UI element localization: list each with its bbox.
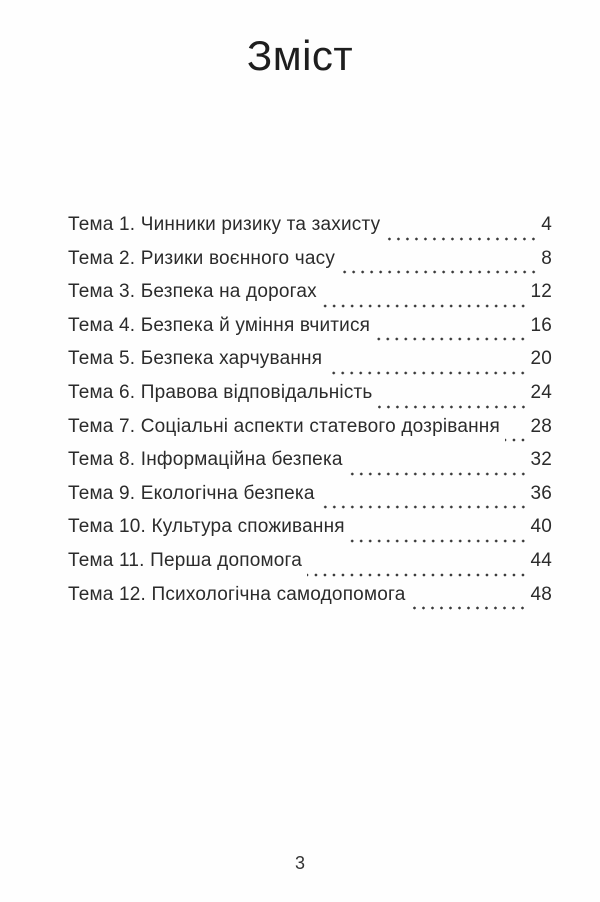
toc-entry xyxy=(68,248,552,282)
toc-entry xyxy=(68,214,552,248)
toc-entry-page: 16 xyxy=(530,314,552,336)
dot-leader xyxy=(327,371,527,375)
footer-page-number: 3 xyxy=(294,853,305,873)
table-of-contents xyxy=(0,214,600,617)
toc-entry-label: Тема 4. Безпека й уміння вчитися xyxy=(68,314,371,336)
toc-entry-label: Тема 2. Ризики воєнного часу xyxy=(68,247,336,269)
toc-entry xyxy=(68,281,552,315)
dot-leader xyxy=(307,573,527,577)
toc-entry-page: 4 xyxy=(541,214,552,235)
dot-leader xyxy=(375,337,527,341)
dot-leader xyxy=(505,438,527,442)
dot-leader xyxy=(348,472,528,476)
toc-entry xyxy=(68,382,552,416)
toc-entry xyxy=(68,584,552,618)
toc-entry-label: Тема 12. Психологічна самодопомога xyxy=(68,583,406,605)
dot-leader xyxy=(320,505,528,509)
toc-entry-page: 12 xyxy=(530,281,552,303)
toc-entry-page: 36 xyxy=(530,482,552,504)
toc-entry xyxy=(68,315,552,349)
toc-entry-page: 24 xyxy=(530,381,552,403)
toc-entry xyxy=(68,550,552,584)
toc-entry-label: Тема 1. Чинники ризику та захисту xyxy=(68,214,381,235)
dot-leader xyxy=(410,606,527,610)
toc-entry-label: Тема 11. Перша допомога xyxy=(68,549,302,571)
toc-entry xyxy=(68,416,552,450)
toc-entry-page: 8 xyxy=(541,247,552,269)
toc-entry xyxy=(68,483,552,517)
toc-entry-page: 44 xyxy=(530,549,552,571)
dot-leader xyxy=(350,539,528,543)
toc-entry-page: 32 xyxy=(530,449,552,471)
toc-entry-label: Тема 3. Безпека на дорогах xyxy=(68,281,317,303)
dot-leader xyxy=(378,405,528,409)
toc-entry-label: Тема 10. Культура споживання xyxy=(68,516,345,538)
toc-entry-page: 48 xyxy=(530,583,552,605)
toc-entry-page: 28 xyxy=(530,415,552,437)
toc-entry-label: Тема 8. Інформаційна безпека xyxy=(68,449,343,471)
dot-leader xyxy=(385,237,538,241)
toc-entry-page: 20 xyxy=(530,348,552,370)
toc-entry-label: Тема 7. Соціальні аспекти статевого дозрівання xyxy=(68,415,500,437)
page-title: Зміст xyxy=(246,32,354,79)
toc-entry-label: Тема 9. Екологічна безпека xyxy=(68,482,315,504)
toc-entry-label: Тема 6. Правова відповідальність xyxy=(68,381,373,403)
toc-entry xyxy=(68,516,552,550)
dot-leader xyxy=(322,304,528,308)
toc-entry-page: 40 xyxy=(530,516,552,538)
dot-leader xyxy=(340,270,538,274)
toc-entry-label: Тема 5. Безпека харчування xyxy=(68,348,323,370)
toc-entry xyxy=(68,449,552,483)
toc-entry xyxy=(68,348,552,382)
